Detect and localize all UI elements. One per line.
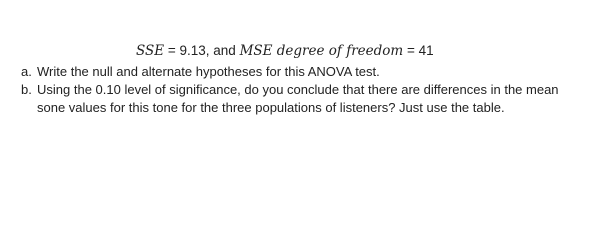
question-a-marker: a. (21, 64, 32, 79)
question-a-text: Write the null and alternate hypotheses for this ANOVA test. (37, 64, 380, 79)
sse-symbol: SSE (136, 43, 165, 59)
formula-line (136, 43, 434, 59)
question-b-text-line-2: sone values for this tone for the three populations of listeners? Just use the table. (37, 100, 505, 115)
question-a (0, 64, 604, 80)
question-b-marker: b. (21, 82, 32, 97)
question-b-text-line-1: Using the 0.10 level of significance, do you conclude that there are differences in the mean (37, 82, 559, 97)
mse-df-value: = 41 (403, 43, 434, 58)
mse-df-phrase: MSE degree of freedom (239, 43, 404, 59)
question-b (0, 82, 604, 116)
sse-value: = 9.13, and (164, 43, 240, 58)
